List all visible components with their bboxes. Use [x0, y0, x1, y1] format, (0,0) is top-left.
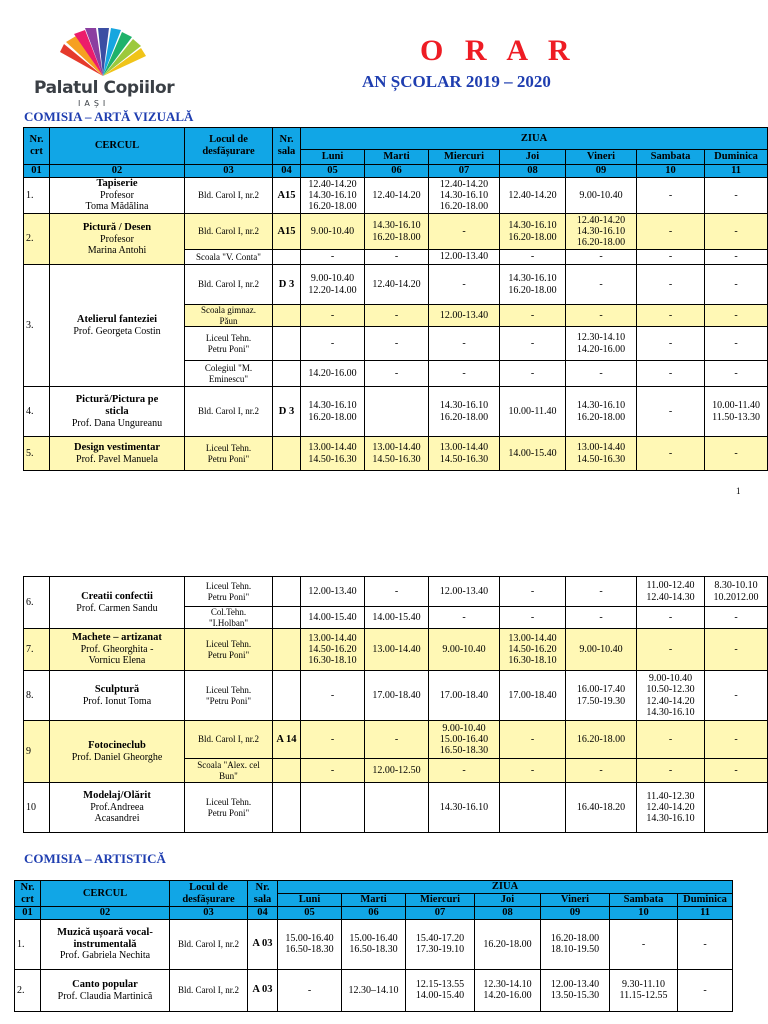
- schedule-cell: 15.40-17.20 17.30-19.10: [406, 919, 475, 969]
- schedule-cell: -: [301, 759, 365, 783]
- schedule-cell: -: [637, 250, 705, 265]
- header-code: 03: [170, 907, 248, 920]
- header-day: Sambata: [637, 150, 705, 165]
- row-number: 7.: [24, 629, 50, 671]
- schedule-cell: -: [637, 759, 705, 783]
- header-ziua: ZIUA: [278, 881, 733, 894]
- circle-cell: [50, 178, 185, 214]
- schedule-cell: -: [637, 437, 705, 471]
- schedule-cell: 14.30-16.10 16.20-18.00: [365, 214, 429, 250]
- header-code: 05: [301, 165, 365, 178]
- schedule-cell: -: [500, 305, 566, 327]
- location-cell: Col.Tehn. "I.Holban": [185, 607, 273, 629]
- schedule-cell: 12.40-14.20: [500, 178, 566, 214]
- schedule-cell: [705, 783, 768, 833]
- palatul-copiilor-logo: [30, 28, 175, 112]
- row-number: 6.: [24, 577, 50, 629]
- header-day: Marti: [365, 150, 429, 165]
- location-cell: Liceul Tehn. Petru Poni": [185, 783, 273, 833]
- schedule-cell: -: [429, 607, 500, 629]
- circle-cell: [50, 629, 185, 671]
- schedule-cell: 14.00-15.40: [365, 607, 429, 629]
- circle-cell: [50, 387, 185, 437]
- schedule-cell: 12.40-14.20: [365, 178, 429, 214]
- schedule-cell: -: [301, 327, 365, 361]
- location-cell: Liceul Tehn. Petru Poni": [185, 327, 273, 361]
- location-cell: Bld. Carol I, nr.2: [185, 214, 273, 250]
- table-row: [24, 178, 768, 214]
- schedule-cell: -: [429, 361, 500, 387]
- circle-cell: [50, 577, 185, 629]
- header-nr: Nr. crt: [15, 881, 41, 907]
- circle-teacher: Prof. Gabriela Nechita: [59, 950, 151, 962]
- schedule-cell: -: [705, 327, 768, 361]
- schedule-cell: 9.00-10.40: [429, 629, 500, 671]
- circle-name: Pictură / Desen: [82, 221, 152, 233]
- circle-cell: [50, 437, 185, 471]
- circle-name: Modelaj/Olărit: [83, 790, 151, 802]
- header-code: 04: [248, 907, 278, 920]
- location-cell: Bld. Carol I, nr.2: [185, 265, 273, 305]
- schedule-cell: -: [566, 607, 637, 629]
- room-cell: A15: [273, 178, 301, 214]
- circle-cell: [50, 783, 185, 833]
- schedule-cell: 13.00-14.40 14.50-16.30: [365, 437, 429, 471]
- circle-teacher: Profesor Marina Antohi: [87, 233, 147, 256]
- location-cell: Colegiul "M. Eminescu": [185, 361, 273, 387]
- circle-cell: [50, 265, 185, 387]
- schedule-cell: -: [301, 250, 365, 265]
- schedule-cell: -: [500, 721, 566, 759]
- schedule-cell: 14.30-16.10 16.20-18.00: [301, 387, 365, 437]
- schedule-cell: -: [678, 969, 733, 1011]
- circle-teacher: Prof. Dana Ungureanu: [71, 417, 163, 429]
- header-code: 02: [50, 165, 185, 178]
- table-row: [15, 919, 733, 969]
- schedule-cell: 14.30-16.10 16.20-18.00: [429, 387, 500, 437]
- schedule-cell: 16.20-18.00: [566, 721, 637, 759]
- schedule-cell: -: [429, 214, 500, 250]
- circle-name: Canto popular: [72, 978, 138, 990]
- schedule-cell: -: [705, 629, 768, 671]
- page-title: O R A R: [420, 34, 577, 67]
- schedule-cell: -: [429, 265, 500, 305]
- header-day: Joi: [500, 150, 566, 165]
- logo-city: IAȘI: [78, 99, 110, 108]
- header-day: Joi: [475, 894, 541, 907]
- schedule-cell: -: [278, 969, 342, 1011]
- schedule-cell: 15.00-16.40 16.50-18.30: [278, 919, 342, 969]
- schedule-cell: -: [500, 250, 566, 265]
- header-code: 01: [24, 165, 50, 178]
- location-cell: Bld. Carol I, nr.2: [185, 178, 273, 214]
- header-code: 07: [406, 907, 475, 920]
- schedule-cell: 9.30-11.10 11.15-12.55: [610, 969, 678, 1011]
- header-code: 11: [705, 165, 768, 178]
- schedule-cell: -: [566, 577, 637, 607]
- room-cell: [273, 327, 301, 361]
- header-day: Duminica: [705, 150, 768, 165]
- location-cell: Liceul Tehn. Petru Poni": [185, 629, 273, 671]
- room-cell: [273, 759, 301, 783]
- schedule-cell: -: [500, 361, 566, 387]
- schedule-cell: 16.00-17.40 17.50-19.30: [566, 671, 637, 721]
- schedule-cell: -: [705, 759, 768, 783]
- header-nr: Nr. crt: [24, 128, 50, 165]
- schedule-cell: -: [500, 327, 566, 361]
- schedule-cell: -: [637, 214, 705, 250]
- table-row: [24, 671, 768, 721]
- schedule-cell: -: [365, 305, 429, 327]
- schedule-cell: 9.00-10.40 15.00-16.40 16.50-18.30: [429, 721, 500, 759]
- schedule-cell: -: [429, 759, 500, 783]
- schedule-cell: 9.00-10.40 10.50-12.30 12.40-14.20 14.30-16.10: [637, 671, 705, 721]
- schedule-cell: 14.30-16.10 16.20-18.00: [566, 387, 637, 437]
- row-number: 1.: [24, 178, 50, 214]
- schedule-cell: 14.00-15.40: [500, 437, 566, 471]
- table-row: [24, 629, 768, 671]
- schedule-cell: 12.30-14.10 14.20-16.00: [475, 969, 541, 1011]
- row-number: 8.: [24, 671, 50, 721]
- header-day: Luni: [278, 894, 342, 907]
- room-cell: D 3: [273, 387, 301, 437]
- schedule-cell: -: [637, 721, 705, 759]
- schedule-cell: 12.30–14.10: [342, 969, 406, 1011]
- room-cell: [273, 250, 301, 265]
- schedule-cell: 16.20-18.00: [475, 919, 541, 969]
- page-subtitle: AN ȘCOLAR 2019 – 2020: [362, 72, 551, 91]
- circle-cell: [50, 721, 185, 783]
- schedule-cell: -: [500, 607, 566, 629]
- schedule-cell: 14.30-16.10 16.20-18.00: [500, 214, 566, 250]
- header-day: Miercuri: [429, 150, 500, 165]
- circle-name: Atelierul fanteziei: [76, 314, 158, 326]
- schedule-cell: -: [637, 327, 705, 361]
- schedule-cell: -: [566, 265, 637, 305]
- header-day: Vineri: [566, 150, 637, 165]
- schedule-cell: -: [637, 305, 705, 327]
- table-row: [24, 577, 768, 607]
- circle-name: Design vestimentar: [73, 442, 161, 454]
- room-cell: A15: [273, 214, 301, 250]
- header-locul: Locul de desfășurare: [185, 128, 273, 165]
- schedule-cell: 12.15-13.55 14.00-15.40: [406, 969, 475, 1011]
- location-cell: Liceul Tehn. Petru Poni": [185, 577, 273, 607]
- room-cell: A 14: [273, 721, 301, 759]
- header-sala: Nr. sala: [248, 881, 278, 907]
- room-cell: [273, 437, 301, 471]
- schedule-cell: 9.00-10.40: [566, 629, 637, 671]
- circle-teacher: Prof. Georgeta Costin: [73, 325, 161, 337]
- schedule-cell: -: [705, 250, 768, 265]
- header-code: 03: [185, 165, 273, 178]
- location-cell: Scoala gimnaz. Păun: [185, 305, 273, 327]
- circle-teacher: Prof. Gheorghita - Vornicu Elena: [80, 644, 154, 667]
- table-row: [24, 437, 768, 471]
- logo-rays-icon: [58, 28, 148, 78]
- header-day: Luni: [301, 150, 365, 165]
- schedule-cell: -: [705, 721, 768, 759]
- schedule-cell: 11.00-12.40 12.40-14.30: [637, 577, 705, 607]
- table-row: [24, 214, 768, 250]
- schedule-cell: 12.00-13.40: [429, 250, 500, 265]
- schedule-cell: 17.00-18.40: [365, 671, 429, 721]
- location-cell: Bld. Carol I, nr.2: [170, 919, 248, 969]
- schedule-table-artistica: [14, 880, 733, 1012]
- room-cell: A 03: [248, 969, 278, 1011]
- header-code: 01: [15, 907, 41, 920]
- location-cell: Bld. Carol I, nr.2: [185, 721, 273, 759]
- row-number: 3.: [24, 265, 50, 387]
- room-cell: [273, 305, 301, 327]
- schedule-cell: -: [705, 437, 768, 471]
- table-row: [24, 783, 768, 833]
- header-day: Marti: [342, 894, 406, 907]
- table-row: [15, 969, 733, 1011]
- schedule-cell: 13.00-14.40 14.50-16.30: [566, 437, 637, 471]
- schedule-cell: 12.00-13.40: [429, 577, 500, 607]
- schedule-cell: -: [705, 265, 768, 305]
- schedule-cell: -: [500, 577, 566, 607]
- section-title-arta-vizuala: COMISIA – ARTĂ VIZUALĂ: [24, 109, 194, 124]
- row-number: 5.: [24, 437, 50, 471]
- table-row: [24, 265, 768, 305]
- schedule-cell: 13.00-14.40: [365, 629, 429, 671]
- header-code: 10: [610, 907, 678, 920]
- schedule-cell: -: [500, 759, 566, 783]
- circle-teacher: Profesor Toma Mădălina: [85, 190, 149, 213]
- room-cell: [273, 783, 301, 833]
- header-code: 10: [637, 165, 705, 178]
- schedule-cell: -: [705, 361, 768, 387]
- header-code: 05: [278, 907, 342, 920]
- schedule-cell: -: [365, 577, 429, 607]
- schedule-cell: [365, 783, 429, 833]
- schedule-cell: -: [637, 387, 705, 437]
- room-cell: [273, 607, 301, 629]
- room-cell: [273, 361, 301, 387]
- schedule-cell: 17.00-18.40: [500, 671, 566, 721]
- header-cercul: CERCUL: [41, 881, 170, 907]
- schedule-cell: 16.40-18.20: [566, 783, 637, 833]
- header-cercul: CERCUL: [50, 128, 185, 165]
- circle-teacher: Prof. Daniel Gheorghe: [71, 751, 163, 763]
- location-cell: Bld. Carol I, nr.2: [170, 969, 248, 1011]
- schedule-cell: 15.00-16.40 16.50-18.30: [342, 919, 406, 969]
- circle-name: Creatii confectii: [81, 591, 153, 603]
- schedule-cell: [365, 387, 429, 437]
- schedule-cell: 12.00-12.50: [365, 759, 429, 783]
- row-number: 9: [24, 721, 50, 783]
- schedule-cell: -: [637, 607, 705, 629]
- circle-name: Pictură/Pictura pe sticla: [75, 394, 159, 417]
- page-number: 1: [736, 486, 741, 496]
- schedule-cell: 12.00-13.40: [429, 305, 500, 327]
- circle-name: Muzică ușoară vocal- instrumentală: [57, 926, 153, 950]
- schedule-cell: -: [301, 721, 365, 759]
- header-code: 02: [41, 907, 170, 920]
- header-day: Vineri: [541, 894, 610, 907]
- schedule-cell: -: [705, 671, 768, 721]
- header-code: 06: [342, 907, 406, 920]
- room-cell: [273, 629, 301, 671]
- schedule-cell: -: [365, 327, 429, 361]
- room-cell: A 03: [248, 919, 278, 969]
- schedule-table-arta-vizuala-continued: [23, 576, 768, 833]
- circle-name: Tapiserie: [96, 178, 138, 190]
- schedule-cell: 13.00-14.40 14.50-16.20 16.30-18.10: [301, 629, 365, 671]
- header-code: 09: [541, 907, 610, 920]
- schedule-cell: 11.40-12.30 12.40-14.20 14.30-16.10: [637, 783, 705, 833]
- schedule-cell: 16.20-18.00 18.10-19.50: [541, 919, 610, 969]
- circle-teacher: Prof. Ionut Toma: [82, 695, 152, 707]
- schedule-cell: -: [566, 361, 637, 387]
- schedule-cell: -: [705, 214, 768, 250]
- circle-cell: [41, 969, 170, 1011]
- schedule-cell: -: [610, 919, 678, 969]
- schedule-cell: 9.00-10.40: [566, 178, 637, 214]
- schedule-cell: 12.40-14.20 14.30-16.10 16.20-18.00: [301, 178, 365, 214]
- schedule-cell: -: [705, 178, 768, 214]
- row-number: 2.: [24, 214, 50, 265]
- table-row: [24, 387, 768, 437]
- header-day: Duminica: [678, 894, 733, 907]
- circle-teacher: Prof. Claudia Martinică: [57, 990, 153, 1002]
- schedule-cell: -: [705, 305, 768, 327]
- header-code: 06: [365, 165, 429, 178]
- schedule-cell: -: [566, 759, 637, 783]
- schedule-cell: 14.00-15.40: [301, 607, 365, 629]
- schedule-cell: 12.00-13.40: [301, 577, 365, 607]
- schedule-cell: -: [566, 250, 637, 265]
- schedule-cell: -: [365, 361, 429, 387]
- circle-cell: [50, 214, 185, 265]
- header-code: 04: [273, 165, 301, 178]
- room-cell: [273, 671, 301, 721]
- circle-teacher: Prof.Andreea Acasandrei: [90, 802, 144, 825]
- schedule-cell: -: [637, 361, 705, 387]
- schedule-cell: 17.00-18.40: [429, 671, 500, 721]
- room-cell: [273, 577, 301, 607]
- circle-name: Fotocineclub: [88, 740, 146, 752]
- schedule-cell: -: [365, 721, 429, 759]
- location-cell: Liceul Tehn. "Petru Poni": [185, 671, 273, 721]
- schedule-cell: -: [678, 919, 733, 969]
- location-cell: Scoala "V. Conta": [185, 250, 273, 265]
- row-number: 10: [24, 783, 50, 833]
- circle-teacher: Prof. Carmen Sandu: [76, 602, 158, 614]
- schedule-cell: -: [637, 265, 705, 305]
- schedule-cell: 9.00-10.40: [301, 214, 365, 250]
- schedule-cell: -: [301, 671, 365, 721]
- schedule-cell: 10.00-11.40 11.50-13.30: [705, 387, 768, 437]
- header-sala: Nr. sala: [273, 128, 301, 165]
- schedule-cell: 13.00-14.40 14.50-16.30: [301, 437, 365, 471]
- circle-cell: [50, 671, 185, 721]
- schedule-cell: -: [365, 250, 429, 265]
- location-cell: Liceul Tehn. Petru Poni": [185, 437, 273, 471]
- header-code: 07: [429, 165, 500, 178]
- schedule-cell: 10.00-11.40: [500, 387, 566, 437]
- schedule-cell: 14.30-16.10 16.20-18.00: [500, 265, 566, 305]
- schedule-cell: 9.00-10.40 12.20-14.00: [301, 265, 365, 305]
- schedule-cell: 13.00-14.40 14.50-16.30: [429, 437, 500, 471]
- header-code: 08: [475, 907, 541, 920]
- header-day: Sambata: [610, 894, 678, 907]
- row-number: 4.: [24, 387, 50, 437]
- circle-name: Machete – artizanat: [72, 632, 162, 644]
- header-locul: Locul de desfășurare: [170, 881, 248, 907]
- section-title-artistica: COMISIA – ARTISTICĂ: [24, 851, 166, 866]
- header-ziua: ZIUA: [301, 128, 768, 150]
- table-row: [24, 721, 768, 759]
- header-day: Miercuri: [406, 894, 475, 907]
- schedule-cell: 12.00-13.40 13.50-15.30: [541, 969, 610, 1011]
- schedule-cell: -: [637, 629, 705, 671]
- schedule-table-arta-vizuala: [23, 127, 768, 471]
- schedule-cell: 14.30-16.10: [429, 783, 500, 833]
- schedule-cell: 12.40-14.20: [365, 265, 429, 305]
- schedule-cell: -: [705, 607, 768, 629]
- schedule-cell: -: [301, 305, 365, 327]
- schedule-cell: 12.40-14.20 14.30-16.10 16.20-18.00: [429, 178, 500, 214]
- schedule-cell: [500, 783, 566, 833]
- schedule-cell: 13.00-14.40 14.50-16.20 16.30-18.10: [500, 629, 566, 671]
- schedule-cell: 12.30-14.10 14.20-16.00: [566, 327, 637, 361]
- location-cell: Scoala "Alex. cel Bun": [185, 759, 273, 783]
- row-number: 2.: [15, 969, 41, 1011]
- schedule-cell: [301, 783, 365, 833]
- row-number: 1.: [15, 919, 41, 969]
- schedule-cell: -: [429, 327, 500, 361]
- room-cell: D 3: [273, 265, 301, 305]
- schedule-cell: 12.40-14.20 14.30-16.10 16.20-18.00: [566, 214, 637, 250]
- circle-cell: [41, 919, 170, 969]
- circle-name: Sculptură: [94, 684, 140, 696]
- header-code: 08: [500, 165, 566, 178]
- circle-teacher: Prof. Pavel Manuela: [76, 453, 158, 465]
- schedule-cell: -: [566, 305, 637, 327]
- schedule-cell: 14.20-16.00: [301, 361, 365, 387]
- schedule-cell: 8.30-10.10 10.2012.00: [705, 577, 768, 607]
- header-code: 09: [566, 165, 637, 178]
- header-code: 11: [678, 907, 733, 920]
- schedule-cell: -: [637, 178, 705, 214]
- logo-name: Palatul Copiilor: [34, 78, 175, 98]
- location-cell: Bld. Carol I, nr.2: [185, 387, 273, 437]
